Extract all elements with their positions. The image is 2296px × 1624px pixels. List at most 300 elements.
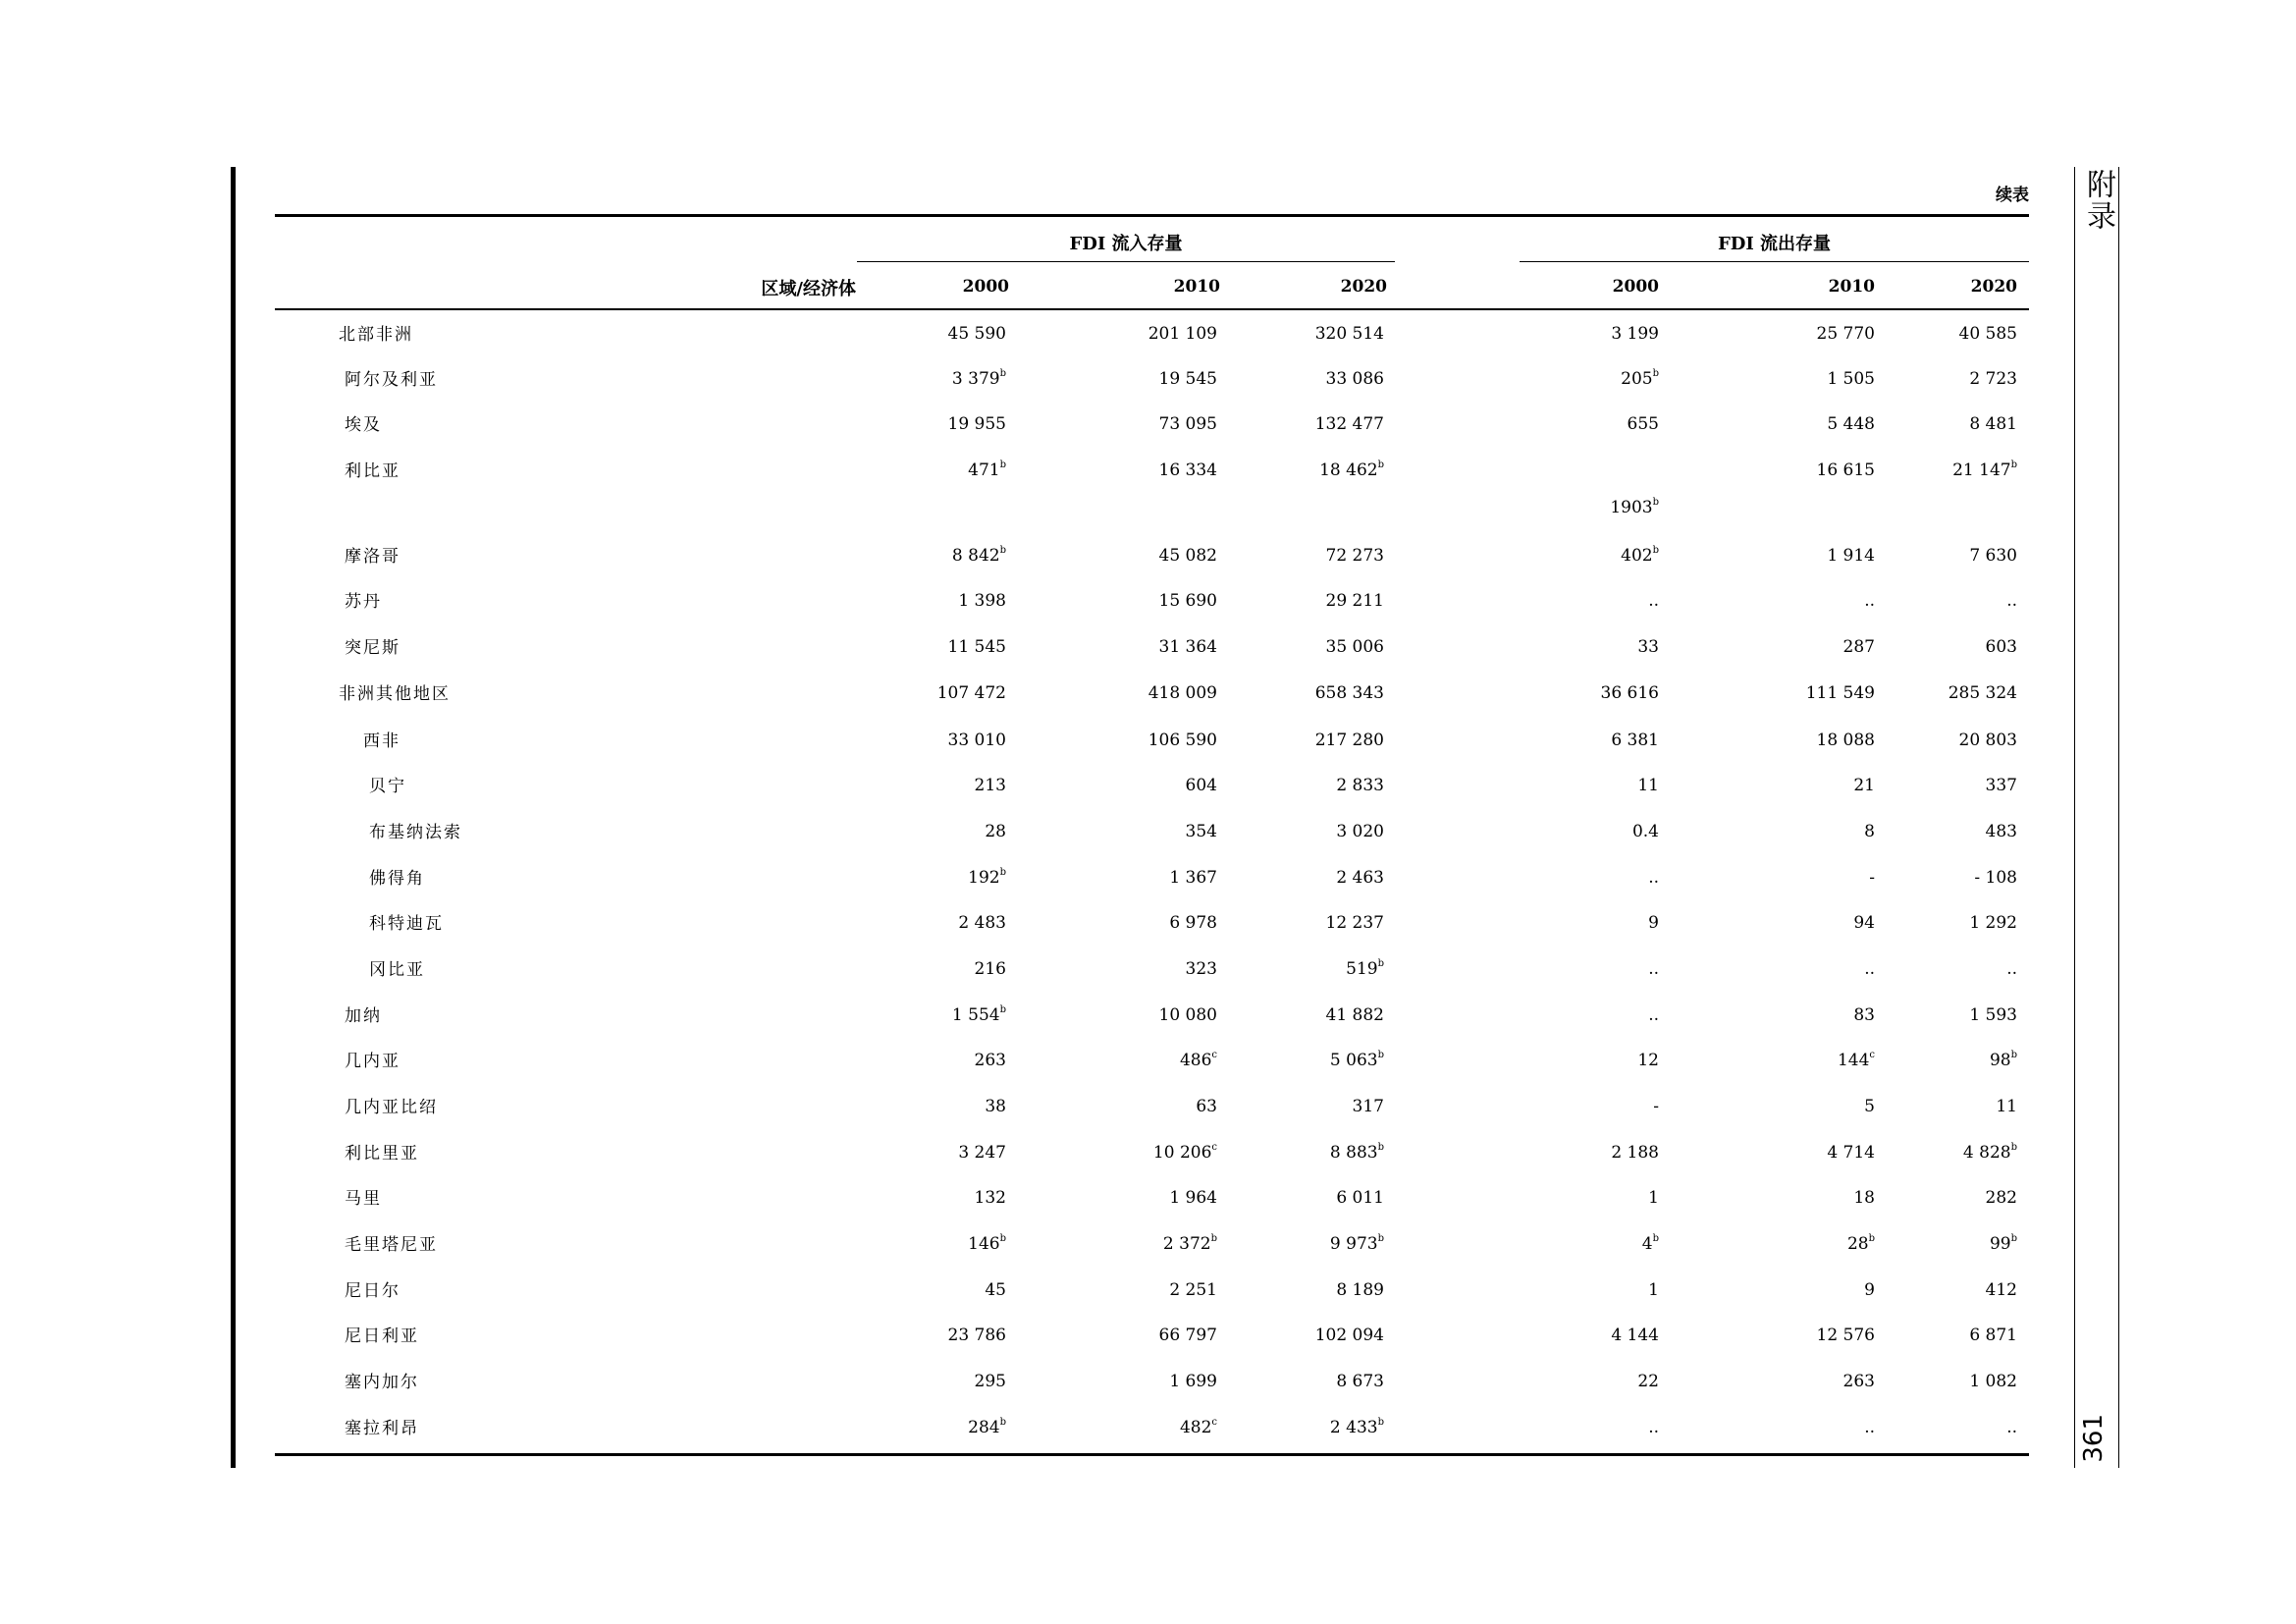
table-cell	[1890, 868, 2017, 888]
table-cell	[879, 959, 1006, 979]
side-rule-right	[2118, 167, 2119, 1468]
table-cell	[1531, 868, 1659, 888]
table-cell	[1531, 959, 1659, 979]
table-bottom-rule	[275, 1453, 2029, 1456]
table-cell	[1890, 414, 2017, 434]
cell-footnote-mark: b	[999, 545, 1006, 556]
table-row	[275, 955, 2029, 985]
cell-value: 6 871	[1969, 1326, 2017, 1345]
table-cell	[1890, 1143, 2017, 1163]
row-region-name: 毛里塔尼亚	[345, 1235, 438, 1255]
row-region-name: 北部非洲	[339, 325, 413, 345]
table-cell	[1256, 369, 1384, 389]
table-cell	[1256, 1097, 1384, 1116]
cell-value: 2 723	[1969, 369, 2017, 389]
row-region-name: 科特迪瓦	[369, 914, 444, 934]
cell-footnote-mark: b	[1377, 1050, 1384, 1060]
table-row	[275, 1322, 2029, 1351]
cell-value: 263	[1842, 1372, 1875, 1391]
table-cell	[1090, 1051, 1217, 1070]
table-cell	[1531, 822, 1659, 841]
table-cell	[1531, 324, 1659, 344]
row-region-name: 埃及	[345, 415, 382, 435]
cell-value: 107 472	[936, 683, 1006, 703]
table-cell	[1890, 731, 2017, 750]
table-cell	[1747, 1326, 1875, 1345]
cell-footnote-mark: b	[1652, 368, 1659, 379]
table-cell	[1531, 1372, 1659, 1391]
table-cell	[1090, 637, 1217, 657]
cell-footnote-mark: b	[1377, 958, 1384, 969]
cell-value: 15 690	[1158, 591, 1217, 611]
table-cell	[1256, 683, 1384, 703]
table-cell	[1890, 683, 2017, 703]
table-cell	[1890, 913, 2017, 933]
cell-value: 18 088	[1816, 731, 1875, 750]
cell-value: ..	[1648, 1418, 1659, 1437]
year-header: 2010	[1173, 277, 1220, 297]
cell-value: 38	[985, 1097, 1006, 1116]
table-cell	[1256, 1418, 1384, 1437]
table-row	[275, 410, 2029, 440]
table-cell	[1531, 637, 1659, 657]
table-cell	[1747, 637, 1875, 657]
cell-footnote-mark: b	[1652, 497, 1659, 508]
year-header: 2020	[1340, 277, 1387, 297]
cell-value: 412	[1985, 1280, 2017, 1300]
table-cell	[1747, 1234, 1875, 1254]
cell-value: 20 803	[1958, 731, 2017, 750]
cell-value: ..	[1648, 959, 1659, 979]
cell-value: 16 615	[1816, 460, 1875, 480]
table-cell	[1747, 546, 1875, 566]
cell-value: 3 020	[1336, 822, 1384, 841]
table-row	[275, 1276, 2029, 1306]
cell-value: -	[1653, 1097, 1659, 1116]
table-top-rule	[275, 214, 2029, 217]
cell-value: 263	[974, 1051, 1006, 1070]
table-cell	[1531, 1097, 1659, 1116]
group-label-inward: FDI 流入存量	[1069, 234, 1183, 254]
table-cell	[879, 591, 1006, 611]
table-row	[275, 457, 2029, 486]
section-side-title: 附录	[2081, 169, 2115, 232]
table-cell	[1090, 1143, 1217, 1163]
table-row	[275, 1047, 2029, 1076]
table-cell	[1256, 414, 1384, 434]
row-region-name: 加纳	[345, 1006, 382, 1026]
table-cell	[879, 1097, 1006, 1116]
row-region-name: 几内亚比绍	[345, 1098, 438, 1117]
table-row	[275, 727, 2029, 756]
table-cell	[879, 546, 1006, 566]
table-cell	[1090, 1280, 1217, 1300]
year-header: 2000	[962, 277, 1009, 297]
cell-value: -	[1869, 868, 1875, 888]
table-cell	[1890, 1234, 2017, 1254]
cell-value: 35 006	[1325, 637, 1384, 657]
table-cell	[1531, 414, 1659, 434]
cell-value: 1 914	[1827, 546, 1875, 566]
cell-value: 72 273	[1325, 546, 1384, 566]
cell-value: 285 324	[1948, 683, 2017, 703]
cell-value: 11	[1637, 776, 1659, 795]
table-row	[275, 1139, 2029, 1168]
region-column-header: 区域/经济体	[761, 279, 856, 299]
cell-footnote-mark: b	[1652, 545, 1659, 556]
table-row	[275, 679, 2029, 709]
cell-value: 1 082	[1969, 1372, 2017, 1391]
table-cell	[1090, 1326, 1217, 1345]
cell-value: 8 842	[951, 546, 1000, 566]
cell-value: 201 109	[1148, 324, 1217, 344]
table-cell	[1890, 324, 2017, 344]
cell-value: 146	[968, 1234, 1000, 1254]
cell-value: 8	[1864, 822, 1875, 841]
cell-footnote-mark: b	[2010, 1142, 2017, 1153]
table-cell	[1747, 1372, 1875, 1391]
cell-value: 45 082	[1158, 546, 1217, 566]
table-cell	[1747, 1005, 1875, 1025]
row-region-name: 苏丹	[345, 592, 382, 612]
cell-value: 4	[1641, 1234, 1653, 1254]
table-row	[275, 633, 2029, 663]
year-header: 2020	[1970, 277, 2017, 297]
table-cell	[1090, 369, 1217, 389]
cell-value: 2 463	[1336, 868, 1384, 888]
cell-value: 282	[1985, 1188, 2017, 1208]
cell-value: 16 334	[1158, 460, 1217, 480]
side-rule-left	[2074, 167, 2075, 1468]
table-cell	[1256, 324, 1384, 344]
cell-value: 63	[1196, 1097, 1217, 1116]
table-cell	[1090, 683, 1217, 703]
table-cell	[1747, 683, 1875, 703]
table-cell	[879, 369, 1006, 389]
table-cell	[1890, 637, 2017, 657]
table-cell	[879, 1051, 1006, 1070]
group-rule-outward	[1520, 261, 2029, 262]
table-cell	[1256, 1234, 1384, 1254]
cell-value: 6 978	[1169, 913, 1217, 933]
cell-value: 354	[1185, 822, 1217, 841]
table-cell	[1090, 591, 1217, 611]
table-cell	[1531, 498, 1659, 517]
year-header: 2010	[1828, 277, 1875, 297]
table-cell	[1747, 369, 1875, 389]
cell-value: 1 699	[1169, 1372, 1217, 1391]
cell-value: 40 585	[1958, 324, 2017, 344]
table-cell	[879, 731, 1006, 750]
cell-value: 1903	[1610, 498, 1653, 517]
continued-label: 续表	[1996, 186, 2029, 205]
table-cell	[1531, 683, 1659, 703]
cell-value: ..	[2006, 591, 2017, 611]
row-region-name: 几内亚	[345, 1052, 400, 1071]
table-cell	[1090, 460, 1217, 480]
cell-value: 6 381	[1611, 731, 1659, 750]
page-number: 361	[2079, 1414, 2109, 1463]
cell-value: 216	[974, 959, 1006, 979]
table-header-rule	[275, 308, 2029, 310]
table-cell	[1256, 1280, 1384, 1300]
cell-footnote-mark: c	[1869, 1050, 1875, 1060]
table-cell	[879, 913, 1006, 933]
table-cell	[879, 1326, 1006, 1345]
cell-value: 8 673	[1336, 1372, 1384, 1391]
table-cell	[1890, 822, 2017, 841]
table-cell	[1256, 460, 1384, 480]
table-cell	[879, 822, 1006, 841]
table-row	[275, 1093, 2029, 1122]
table-row	[275, 320, 2029, 350]
cell-value: 3 199	[1611, 324, 1659, 344]
table-cell	[879, 460, 1006, 480]
table-cell	[1256, 1143, 1384, 1163]
row-region-name: 突尼斯	[345, 638, 400, 658]
table-cell	[1531, 1418, 1659, 1437]
cell-footnote-mark: c	[1211, 1417, 1217, 1428]
table-cell	[1747, 1051, 1875, 1070]
table-cell	[1531, 1143, 1659, 1163]
table-cell	[1531, 1188, 1659, 1208]
table-cell	[879, 1372, 1006, 1391]
cell-value: 5 063	[1329, 1051, 1378, 1070]
table-cell	[1256, 868, 1384, 888]
cell-value: 45	[985, 1280, 1006, 1300]
table-cell	[1890, 369, 2017, 389]
table-row	[275, 1230, 2029, 1260]
table-cell	[1090, 1418, 1217, 1437]
table-cell	[1747, 460, 1875, 480]
cell-footnote-mark: b	[1868, 1233, 1875, 1244]
table-cell	[1256, 1372, 1384, 1391]
table-cell	[1531, 546, 1659, 566]
table-cell	[1747, 1097, 1875, 1116]
cell-value: ..	[1864, 591, 1875, 611]
cell-value: 658 343	[1314, 683, 1384, 703]
cell-value: 41 882	[1325, 1005, 1384, 1025]
cell-value: 9	[1864, 1280, 1875, 1300]
row-region-name: 冈比亚	[369, 960, 425, 980]
table-cell	[1090, 1005, 1217, 1025]
cell-value: 12	[1637, 1051, 1659, 1070]
row-region-name: 摩洛哥	[345, 547, 400, 567]
cell-value: 9 973	[1329, 1234, 1378, 1254]
cell-value: - 108	[1974, 868, 2017, 888]
cell-value: 18	[1853, 1188, 1875, 1208]
cell-value: ..	[2006, 959, 2017, 979]
cell-value: 4 144	[1611, 1326, 1659, 1345]
cell-value: 317	[1352, 1097, 1384, 1116]
cell-value: 111 549	[1805, 683, 1875, 703]
cell-value: 21	[1853, 776, 1875, 795]
cell-value: 1	[1648, 1188, 1659, 1208]
cell-value: 12 576	[1816, 1326, 1875, 1345]
table-row	[275, 864, 2029, 893]
cell-value: 205	[1621, 369, 1653, 389]
cell-value: 2 483	[958, 913, 1006, 933]
cell-value: 8 189	[1336, 1280, 1384, 1300]
cell-footnote-mark: b	[1377, 1142, 1384, 1153]
cell-value: 106 590	[1148, 731, 1217, 750]
cell-value: 519	[1346, 959, 1378, 979]
table-cell	[1747, 731, 1875, 750]
cell-value: 31 364	[1158, 637, 1217, 657]
cell-value: 1 398	[958, 591, 1006, 611]
cell-value: 8 883	[1329, 1143, 1378, 1163]
cell-value: ..	[2006, 1418, 2017, 1437]
table-row	[275, 1001, 2029, 1031]
table-cell	[1256, 591, 1384, 611]
table-cell	[1747, 913, 1875, 933]
group-label-outward: FDI 流出存量	[1717, 234, 1832, 254]
cell-footnote-mark: c	[1211, 1050, 1217, 1060]
table-cell	[1090, 324, 1217, 344]
row-region-name: 利比里亚	[345, 1144, 419, 1164]
cell-value: 73 095	[1158, 414, 1217, 434]
table-cell	[1256, 637, 1384, 657]
cell-value: 320 514	[1314, 324, 1384, 344]
table-cell	[879, 1280, 1006, 1300]
cell-value: 25 770	[1816, 324, 1875, 344]
cell-footnote-mark: b	[999, 1417, 1006, 1428]
table-cell	[1890, 1326, 2017, 1345]
row-region-name: 尼日利亚	[345, 1326, 419, 1346]
table-cell	[1090, 959, 1217, 979]
cell-value: ..	[1648, 591, 1659, 611]
cell-value: 2 372	[1162, 1234, 1211, 1254]
table-cell	[1090, 414, 1217, 434]
cell-value: 5	[1864, 1097, 1875, 1116]
table-row	[275, 1368, 2029, 1397]
cell-value: 94	[1853, 913, 1875, 933]
table-cell	[1256, 1188, 1384, 1208]
cell-value: 7 630	[1969, 546, 2017, 566]
table-cell	[1256, 731, 1384, 750]
table-cell	[1531, 731, 1659, 750]
cell-value: 482	[1179, 1418, 1212, 1437]
table-cell	[1531, 1051, 1659, 1070]
cell-value: 1 593	[1969, 1005, 2017, 1025]
row-region-name: 塞内加尔	[345, 1373, 419, 1392]
cell-value: 28	[1846, 1234, 1869, 1254]
cell-value: 21 147	[1952, 460, 2011, 480]
cell-value: 418 009	[1148, 683, 1217, 703]
cell-value: 402	[1621, 546, 1653, 566]
cell-value: 9	[1648, 913, 1659, 933]
cell-value: 192	[968, 868, 1000, 888]
table-cell	[1747, 959, 1875, 979]
table-cell	[1747, 1188, 1875, 1208]
cell-footnote-mark: b	[2010, 1050, 2017, 1060]
cell-value: 19 545	[1158, 369, 1217, 389]
cell-footnote-mark: b	[999, 368, 1006, 379]
cell-value: 11	[1996, 1097, 2017, 1116]
cell-value: 2 833	[1336, 776, 1384, 795]
table-cell	[879, 1234, 1006, 1254]
cell-footnote-mark: b	[999, 1004, 1006, 1015]
table-cell	[1531, 776, 1659, 795]
cell-value: 83	[1853, 1005, 1875, 1025]
table-cell	[879, 414, 1006, 434]
cell-value: 12 237	[1325, 913, 1384, 933]
cell-footnote-mark: b	[1210, 1233, 1217, 1244]
table-cell	[1890, 1188, 2017, 1208]
table-cell	[1256, 776, 1384, 795]
table-cell	[879, 683, 1006, 703]
table-cell	[1890, 959, 2017, 979]
cell-value: 66 797	[1158, 1326, 1217, 1345]
table-cell	[1090, 776, 1217, 795]
cell-value: 1 554	[951, 1005, 1000, 1025]
cell-value: 483	[1985, 822, 2017, 841]
table-cell	[1531, 1326, 1659, 1345]
cell-value: 603	[1985, 637, 2017, 657]
table-cell	[1531, 1280, 1659, 1300]
cell-value: 8 481	[1969, 414, 2017, 434]
left-margin-bar	[231, 167, 236, 1468]
cell-footnote-mark: b	[2010, 460, 2017, 470]
table-cell	[879, 1005, 1006, 1025]
cell-value: 1 505	[1827, 369, 1875, 389]
row-region-name: 尼日尔	[345, 1281, 400, 1301]
table-row	[275, 772, 2029, 801]
cell-value: 1 367	[1169, 868, 1217, 888]
row-region-name: 非洲其他地区	[339, 684, 451, 704]
cell-value: 33 086	[1325, 369, 1384, 389]
table-cell	[1890, 776, 2017, 795]
row-region-name: 佛得角	[369, 869, 425, 889]
cell-value: 5 448	[1827, 414, 1875, 434]
cell-value: 29 211	[1325, 591, 1384, 611]
table-row	[275, 818, 2029, 847]
cell-value: 3 247	[958, 1143, 1006, 1163]
table-cell	[1890, 1097, 2017, 1116]
table-cell	[879, 1188, 1006, 1208]
row-region-name: 塞拉利昂	[345, 1419, 419, 1438]
cell-footnote-mark: c	[1211, 1142, 1217, 1153]
table-cell	[1256, 822, 1384, 841]
table-cell	[1090, 913, 1217, 933]
table-cell	[1256, 959, 1384, 979]
table-cell	[879, 868, 1006, 888]
cell-value: 655	[1627, 414, 1659, 434]
table-cell	[1890, 546, 2017, 566]
cell-value: 6 011	[1336, 1188, 1384, 1208]
cell-value: 10 206	[1152, 1143, 1212, 1163]
row-region-name: 阿尔及利亚	[345, 370, 438, 390]
table-cell	[1090, 1188, 1217, 1208]
cell-value: 1 292	[1969, 913, 2017, 933]
table-cell	[1890, 1372, 2017, 1391]
table-cell	[1256, 1005, 1384, 1025]
cell-value: 36 616	[1600, 683, 1659, 703]
table-cell	[1531, 1234, 1659, 1254]
table-cell	[1890, 1005, 2017, 1025]
table-cell	[1531, 369, 1659, 389]
table-row	[275, 1414, 2029, 1443]
cell-value: 22	[1637, 1372, 1659, 1391]
row-region-name: 布基纳法索	[369, 823, 462, 842]
table-cell	[879, 1143, 1006, 1163]
table-cell	[1531, 913, 1659, 933]
cell-value: 23 786	[947, 1326, 1006, 1345]
cell-value: 10 080	[1158, 1005, 1217, 1025]
table-cell	[1747, 822, 1875, 841]
table-cell	[1747, 414, 1875, 434]
table-cell	[1256, 1051, 1384, 1070]
